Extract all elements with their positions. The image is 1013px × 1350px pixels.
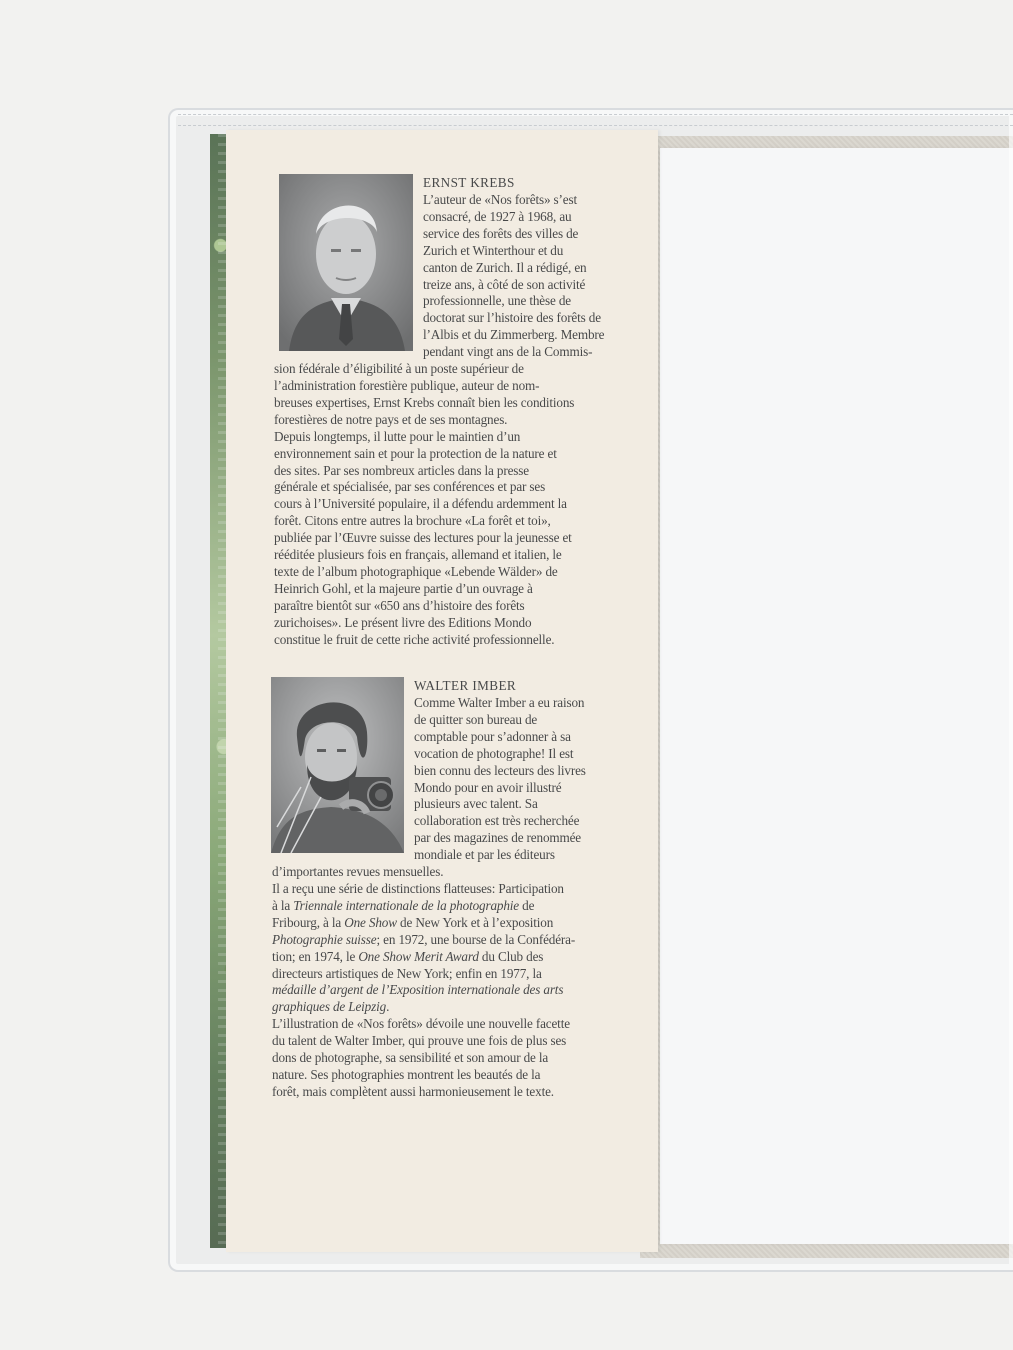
author-name-krebs: ERNST KREBS: [423, 175, 515, 190]
bio-line: Comme Walter Imber a eu raison: [414, 695, 585, 710]
bio-line: consacré, de 1927 à 1968, au: [423, 208, 572, 224]
award-title: One Show Merit Award: [358, 948, 479, 964]
bio-line: doctorat sur l’histoire des forêts de: [423, 310, 601, 326]
text-run: de New York et à l’exposition: [396, 914, 554, 930]
bio-line: Mondo pour en avoir illustré: [414, 779, 562, 795]
bio-line: treize ans, à côté de son activité: [423, 276, 586, 292]
award-title: graphiques de Leipzig: [272, 999, 387, 1015]
award-title: Triennale internationale de la photographie: [293, 897, 519, 913]
bio-line: vocation de photographe! Il est: [414, 745, 574, 761]
bio-line: de quitter son bureau de: [414, 711, 538, 727]
bio-line: dons de photographe, sa sensibilité et son amour de la: [272, 1050, 549, 1066]
plastic-sleeve: [168, 108, 1013, 1272]
bio-line: des sites. Par ses nombreux articles dans la presse: [274, 462, 529, 478]
bio-line: cours à l’Université populaire, il a défendu ardemment la: [274, 496, 567, 512]
bio-line: service des forêts des villes de: [423, 225, 579, 241]
text-run: Fribourg, à la: [272, 914, 345, 930]
bio-line: d’importantes revues mensuelles.: [272, 864, 444, 880]
bio-line: professionnelle, une thèse de: [423, 293, 571, 309]
bio-line: texte de l’album photographique «Lebende Wälder» de: [274, 563, 558, 579]
award-title: Photographie suisse: [272, 931, 377, 947]
bio-line: nature. Ses photographies montrent les beautés de la: [272, 1066, 541, 1082]
bio-line: forestières de notre pays et de ses montagnes.: [274, 411, 508, 427]
bio-line: publiée par l’Œuvre suisse des lectures pour la jeunesse et: [274, 530, 572, 546]
text-run: à la: [272, 897, 294, 913]
bio-line: générale et spécialisée, par ses conférences et par ses: [274, 479, 546, 495]
bio-line: paraître bientôt sur «650 ans d’histoire des forêts: [274, 597, 525, 613]
bio-line: forêt, mais complètent aussi harmonieusement le texte.: [272, 1083, 554, 1099]
bio-line: plusieurs avec talent. Sa: [414, 796, 538, 812]
bio-line: canton de Zurich. Il a rédigé, en: [423, 259, 587, 275]
text-run: tion; en 1974, le: [272, 948, 359, 964]
bio-line: Heinrich Gohl, et la majeure partie d’un ouvrage à: [274, 580, 533, 596]
text-run: ; en 1972, une bourse de la Confédéra-: [376, 931, 576, 947]
bio-line: forêt. Citons entre autres la brochure «La forêt et toi»,: [274, 513, 551, 529]
bio-line: par des magazines de renommée: [414, 830, 582, 846]
award-title: One Show: [344, 914, 397, 930]
bio-line: sion fédérale d’éligibilité à un poste supérieur de: [274, 361, 524, 377]
bio-line: pendant vingt ans de la Commis-: [423, 344, 593, 360]
bio-line: l’administration forestière publique, auteur de nom-: [274, 377, 540, 393]
text-run: .: [386, 999, 390, 1015]
bio-line: zurichoises». Le présent livre des Editions Mondo: [274, 614, 532, 630]
bio-line: constitue le fruit de cette riche activité professionnelle.: [274, 631, 555, 647]
bio-line: L’illustration de «Nos forêts» dévoile une nouvelle facette: [272, 1016, 570, 1032]
bio-line: rééditée plusieurs fois en français, allemand et italien, le: [274, 547, 562, 563]
bio-line: collaboration est très recherchée: [414, 813, 580, 829]
bio-line: directeurs artistiques de New York; enfin en 1977, la: [272, 965, 542, 981]
bio-line: Zurich et Winterthour et du: [423, 242, 564, 258]
sleeve-seam: [178, 114, 1013, 126]
award-title: médaille d’argent de l’Exposition internationale des arts: [272, 982, 564, 998]
bio-line: mondiale et par les éditeurs: [414, 847, 555, 863]
bio-line: breuses expertises, Ernst Krebs connaît bien les conditions: [274, 394, 575, 410]
bio-line: Depuis longtemps, il lutte pour le maintien d’un: [274, 428, 521, 444]
text-run: de: [519, 897, 535, 913]
text-run: du Club des: [478, 948, 544, 964]
bio-line: l’Albis et du Zimmerberg. Membre: [423, 327, 605, 343]
bio-line: environnement sain et pour la protection de la nature et: [274, 445, 557, 461]
bio-line: bien connu des lecteurs des livres: [414, 762, 586, 778]
author-name-imber: WALTER IMBER: [414, 678, 517, 693]
bio-line: Il a reçu une série de distinctions flatteuses: Participation: [272, 880, 564, 896]
bio-line: comptable pour s’adonner à sa: [414, 728, 571, 744]
bio-line: du talent de Walter Imber, qui prouve une fois de plus ses: [272, 1033, 567, 1049]
bio-line: L’auteur de «Nos forêts» s’est: [423, 192, 577, 207]
